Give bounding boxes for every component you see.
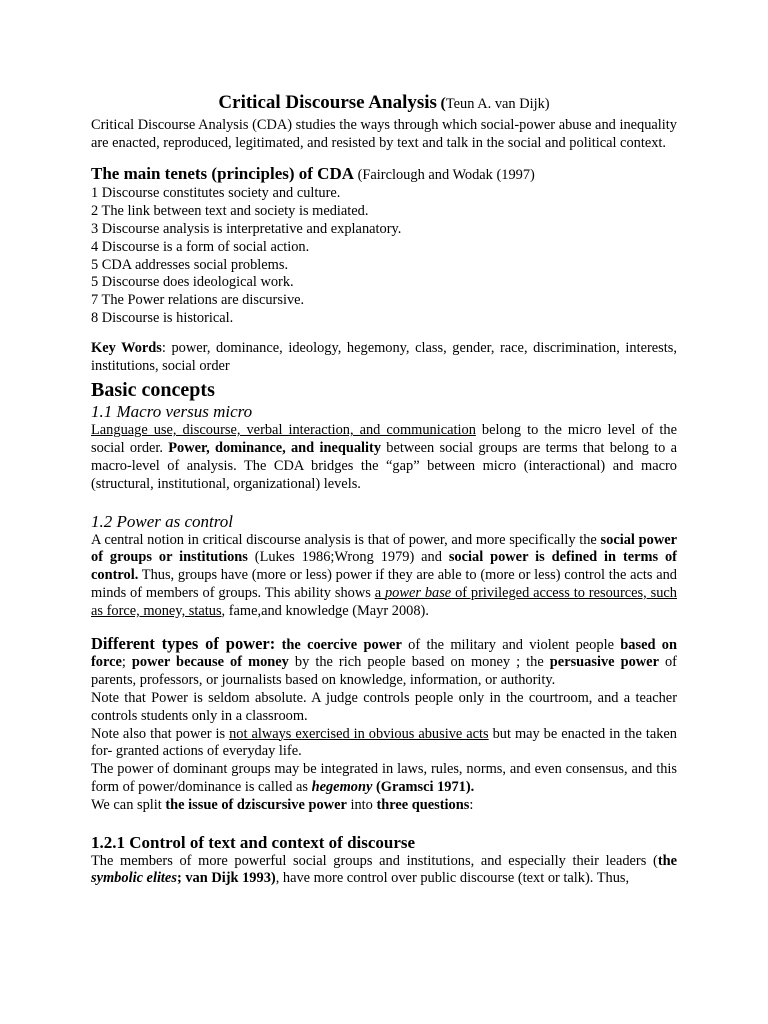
split-bold-2: three questions xyxy=(376,796,470,813)
list-item: 5 Discourse does ideological work. xyxy=(91,274,294,291)
power-control-heading: 1.2 Power as control xyxy=(91,511,233,531)
keywords-text: : power, dominance, ideology, hegemony, class, gender, race, discrimination, interests, institutions, social order xyxy=(91,339,677,374)
split-text-a: We can split xyxy=(91,796,166,813)
hegemony-text-a: The power of dominant groups may be integrated in laws, rules, norms, and even consensus, and this form of power/dominance is called as xyxy=(91,761,677,795)
hegemony-paragraph xyxy=(91,761,677,797)
title-author xyxy=(441,96,550,112)
list-item: 8 Discourse is historical. xyxy=(91,309,234,326)
title-paren: ( xyxy=(440,95,446,112)
tenets-source: (Fairclough and Wodak (1997) xyxy=(357,167,535,184)
keywords-paragraph xyxy=(91,340,677,376)
power-bold-2: social power is defined in terms of control. xyxy=(91,549,677,584)
control-paragraph xyxy=(91,853,677,889)
keywords-label: Key Words xyxy=(91,339,162,356)
types-bold-3: power because of money xyxy=(131,654,289,671)
types-text-3: by the rich people based on money ; the xyxy=(288,654,550,671)
list-item: 2 The link between text and society is mediated. xyxy=(91,203,369,220)
hegemony-citation: (Gramsci 1971). xyxy=(372,778,475,795)
power-text-3: Thus, groups have (more or less) power if they are able to (more or less) control the acts and minds of members of groups. This ability shows xyxy=(91,567,677,601)
control-bold-italic: symbolic elites xyxy=(91,870,177,887)
title-main: Critical Discourse Analysis xyxy=(218,92,437,113)
document-title xyxy=(91,94,677,114)
types-bold-4: persuasive power xyxy=(549,654,659,671)
note2-underlined: not always exercised in obvious abusive acts xyxy=(229,725,489,742)
split-bold-1: the issue of dziscursive power xyxy=(165,796,347,813)
list-item: 3 Discourse analysis is interpretative and explanatory. xyxy=(91,220,402,237)
power-text-1: A central notion in critical discourse analysis is that of power, and more specifically the xyxy=(91,531,601,548)
title-author-name: Teun A. van Dijk) xyxy=(445,96,550,112)
split-paragraph xyxy=(91,797,677,815)
note-paragraph-2 xyxy=(91,726,677,762)
list-item: 4 Discourse is a form of social action. xyxy=(91,238,310,255)
control-text-1: The members of more powerful social groups and institutions, and especially their leaders ( xyxy=(91,852,658,869)
tenets-heading-text: The main tenets (principles) of CDA xyxy=(91,164,355,184)
note2-text-b: but may be enacted in the taken for- granted actions of everyday life. xyxy=(91,725,677,760)
types-paragraph xyxy=(91,635,677,690)
note2-text-a: Note also that power is xyxy=(91,725,230,742)
types-bold-2: based on force xyxy=(91,636,677,671)
control-bold-2: ; van Dijk 1993) xyxy=(176,870,276,887)
note-paragraph-1: Note that Power is seldom absolute. A judge controls people only in the courtroom, and a teacher controls students only in a classroom. xyxy=(91,689,677,724)
types-bold-1: the coercive power xyxy=(275,636,402,653)
list-item: 5 CDA addresses social problems. xyxy=(91,256,289,273)
list-item: 7 The Power relations are discursive. xyxy=(91,292,305,309)
tenets-list xyxy=(91,185,677,327)
tenets-heading xyxy=(91,164,677,185)
types-text-1: of the military and violent people xyxy=(401,636,621,653)
control-heading: 1.2.1 Control of text and context of discourse xyxy=(91,832,416,852)
power-text-4: , fame,and knowledge (Mayr 2008). xyxy=(221,602,429,619)
macro-micro-paragraph xyxy=(91,422,677,493)
list-item: 1 Discourse constitutes society and culture. xyxy=(91,185,341,202)
power-underlined-2: of privileged access to resources, such as force, money, status xyxy=(91,584,677,619)
macro-text-2: between social groups are terms that belong to a macro-level of analysis. The CDA bridges the “gap” between micro (interactional) and macro (structural, institutional, organizational) levels. xyxy=(91,440,677,492)
control-bold-1: the xyxy=(657,852,677,869)
hegemony-term: hegemony xyxy=(311,778,373,795)
power-text-2: (Lukes 1986;Wrong 1979) and xyxy=(247,549,449,566)
macro-underlined: Language use, discourse, verbal interaction, and communication xyxy=(91,422,476,439)
macro-bold-1: Power, dominance, and inequality xyxy=(168,440,382,457)
types-text-4: of parents, professors, or journalists based on knowledge, information, or authority. xyxy=(91,654,677,689)
power-bold-1: social power of groups or institutions xyxy=(91,531,677,566)
basic-concepts-heading: Basic concepts xyxy=(91,379,215,402)
power-underlined-1: a xyxy=(374,584,385,601)
types-lead: Different types of power: xyxy=(91,633,276,653)
intro-paragraph: Critical Discourse Analysis (CDA) studies the ways through which social-power abuse and inequality are enacted, reproduced, legitimated, and resisted by text and talk in the social and political context. xyxy=(91,116,677,151)
macro-micro-heading: 1.1 Macro versus micro xyxy=(91,402,253,422)
split-end: : xyxy=(469,796,474,813)
power-control-paragraph xyxy=(91,532,677,621)
types-text-2: ; xyxy=(121,654,132,671)
macro-text-1: belong to the micro level of the social order. xyxy=(91,422,678,457)
split-text-mid: into xyxy=(346,796,377,813)
control-text-2: , have more control over public discourse (text or talk). Thus, xyxy=(275,870,630,887)
power-underlined-italic: power base xyxy=(384,584,452,601)
